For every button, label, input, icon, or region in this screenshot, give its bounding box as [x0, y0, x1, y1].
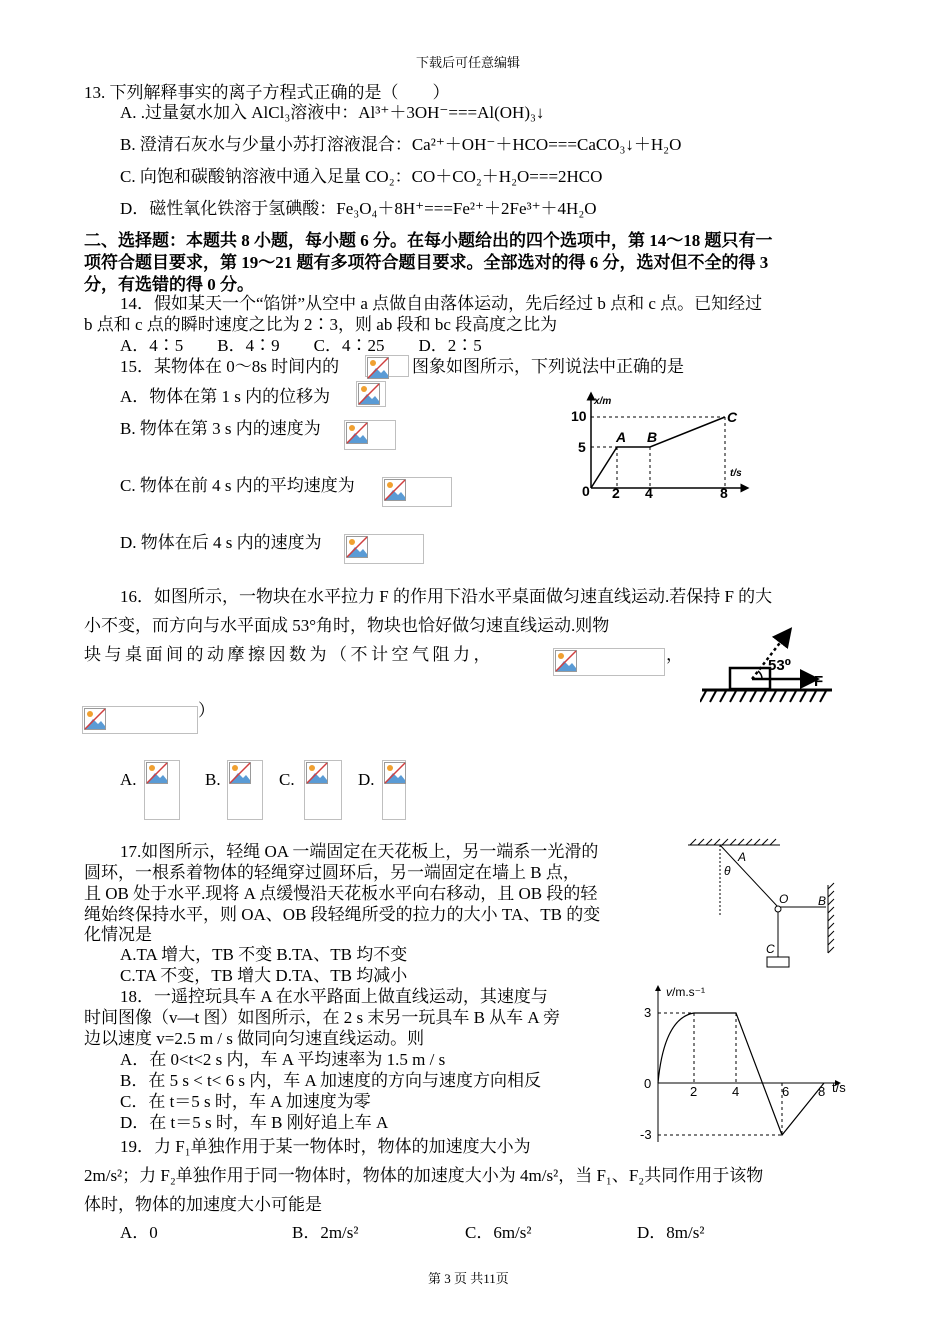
q13-option-b: B. 澄清石灰水与少量小苏打溶液混合：Ca²⁺＋OH⁻＋HCO===CaCO₃↓＋H₂O [120, 135, 682, 154]
image-placeholder-icon [358, 383, 380, 405]
vt-ylabel: v/m.s⁻¹ [666, 985, 705, 999]
q19-option-c: C．6m/s² [465, 1223, 532, 1242]
page-footer: 第 3 页 共11页 [428, 1271, 509, 1286]
q14-line2: b 点和 c 点的瞬时速度之比为 2∶3，则 ab 段和 bc 段高度之比为 [84, 315, 558, 334]
image-placeholder-icon [229, 762, 251, 784]
q18-line1: 18．一遥控玩具车 A 在水平路面上做直线运动，其速度与 [120, 987, 548, 1006]
q15-option-c: C. 物体在前 4 s 内的平均速度为 [120, 476, 355, 495]
q15-stem-a: 15．某物体在 0～8s 时间内的 [120, 357, 340, 376]
q16-comma: ， [666, 645, 683, 664]
q14-options: A．4∶5 B．4∶9 C．4∶25 D．2∶5 [120, 336, 482, 355]
q18-option-d: D．在 t＝5 s 时，车 B 刚好追上车 A [120, 1113, 389, 1132]
q19-option-a: A．0 [120, 1223, 158, 1242]
q16-close: ） [198, 701, 215, 720]
q13-option-c: C. 向饱和碳酸钠溶液中通入足量 CO₂：CO＋CO₂＋H₂O===2HCO [120, 167, 603, 186]
xt-tick-x4: 4 [645, 485, 653, 500]
q17-options-1: A.TA 增大，TB 不变 B.TA、TB 均不变 [120, 945, 408, 964]
xt-xlabel: t/s [730, 468, 742, 479]
xt-origin: 0 [582, 483, 590, 499]
vt-tick-yn3: -3 [640, 1127, 652, 1142]
force-label: F [814, 673, 824, 690]
xt-ylabel: x/m [594, 396, 612, 407]
image-placeholder-icon [555, 650, 577, 672]
vt-curve [658, 1013, 824, 1135]
xt-tick-y5: 5 [578, 439, 586, 455]
angle-label: 53⁰ [768, 657, 792, 674]
vt-origin: 0 [644, 1076, 652, 1091]
table-hatching [700, 691, 826, 702]
image-placeholder-icon [146, 762, 168, 784]
rope-label-theta: θ [724, 864, 731, 878]
q18-option-b: B．在 5 s < t< 6 s 内，车 A 加速度的方向与速度方向相反 [120, 1071, 542, 1090]
xt-line [591, 417, 725, 488]
q19-line1: 19．力 F₁单独作用于某一物体时，物体的加速度大小为 [120, 1137, 531, 1156]
q16-line3: 块与桌面间的动摩擦因数为（不计空气阻力， [84, 645, 494, 664]
q15-option-b: B. 物体在第 3 s 内的速度为 [120, 419, 321, 438]
hanging-mass [767, 957, 789, 967]
vt-tick-y3: 3 [644, 1005, 652, 1020]
ceiling-hatching [690, 839, 776, 845]
xt-tick-x8: 8 [720, 485, 728, 500]
rope-label-c: C [766, 942, 775, 956]
q17-line5: 化情况是 [84, 925, 152, 944]
page-header: 下载后可任意编辑 [416, 55, 521, 70]
q19-option-d: D．8m/s² [637, 1223, 705, 1242]
q19-line2: 2m/s²；力 F₂单独作用于同一物体时，物体的加速度大小为 4m/s²，当 F₁、F₂共同作用于该物 [84, 1166, 764, 1185]
q17-line3: 且 OB 处于水平.现将 A 点缓慢沿天花板水平向右移动，且 OB 段的轻 [84, 884, 598, 903]
q16-line2: 小不变，而方向与水平面成 53°角时，物块也恰好做匀速直线运动.则物 [84, 616, 610, 635]
xt-point-c: C [727, 409, 738, 425]
q14-line1: 14．假如某天一个“馅饼”从空中 a 点做自由落体运动，先后经过 b 点和 c 点。已知经过 [120, 294, 763, 313]
q16-opt-a-image [144, 760, 180, 820]
vt-tick-x6: 6 [782, 1084, 790, 1099]
q17-options-2: C.TA 不变，TB 增大 D.TA、TB 均减小 [120, 966, 408, 985]
figure-block-force [700, 620, 840, 708]
section2-line2: 项符合题目要求，第 19～21 题有多项符合题目要求。全部选对的得 6 分，选对但不全的得 3 [84, 253, 769, 272]
q15-stem-b: 图象如图所示，下列说法中正确的是 [412, 357, 684, 376]
q17-line4: 绳始终保持水平，则 OA、OB 段轻绳所受的拉力的大小 TA、TB 的变 [84, 905, 601, 924]
q15-d-formula-image [344, 534, 424, 564]
image-placeholder-icon [367, 357, 389, 379]
q15-c-formula-image [382, 477, 452, 507]
vt-tick-x2: 2 [690, 1084, 698, 1099]
rope-label-b: B [818, 894, 827, 908]
figure-vt-graph [636, 980, 856, 1146]
ring [775, 906, 781, 912]
q18-line2: 时间图像（v—t 图）如图所示，在 2 s 末另一玩具车 B 从车 A 旁 [84, 1008, 561, 1027]
q15-formula-image [365, 355, 409, 377]
q16-opt-c-image [304, 760, 342, 820]
xt-point-a: A [616, 429, 627, 445]
image-placeholder-icon [346, 536, 368, 558]
image-placeholder-icon [384, 762, 406, 784]
wall-hatching [828, 883, 834, 953]
q17-line1: 17.如图所示，轻绳 OA 一端固定在天花板上，另一端系一光滑的 [120, 842, 599, 861]
section2-line3: 分，有选错的得 0 分。 [84, 275, 254, 294]
q19-option-b: B．2m/s² [292, 1223, 359, 1242]
xt-tick-y10: 10 [571, 408, 587, 424]
section2-line1: 二、选择题：本题共 8 小题，每小题 6 分。在每小题给出的四个选项中，第 14～18 题只有一 [84, 231, 773, 250]
q16-opt-d-label: D. [358, 770, 375, 789]
xt-tick-x2: 2 [612, 485, 620, 500]
q16-line1: 16．如图所示，一物块在水平拉力 F 的作用下沿水平桌面做匀速直线运动.若保持 F 的大 [120, 587, 773, 606]
q16-opt-d-image [382, 760, 406, 820]
q13-stem: 13. 下列解释事实的离子方程式正确的是（ ） [84, 83, 450, 102]
q13-option-a: A. .过量氨水加入 AlCl₃溶液中：Al³⁺＋3OH⁻===Al(OH)₃↓ [120, 103, 545, 122]
q18-line3: 边以速度 v=2.5 m / s 做同向匀速直线运动。则 [84, 1029, 425, 1048]
q15-option-d: D. 物体在后 4 s 内的速度为 [120, 533, 322, 552]
rope-label-a: A [738, 850, 747, 864]
q19-line3: 体时，物体的加速度大小可能是 [84, 1195, 322, 1214]
vt-xlabel: t/s [832, 1080, 846, 1095]
figure-rope [680, 835, 840, 975]
vt-tick-x8: 8 [818, 1084, 826, 1099]
vt-tick-x4: 4 [732, 1084, 740, 1099]
q18-option-c: C．在 t＝5 s 时，车 A 加速度为零 [120, 1092, 371, 1111]
xt-point-b: B [647, 429, 658, 445]
q16-formula-image-2 [82, 706, 198, 734]
q16-formula-image [553, 648, 665, 676]
q16-opt-b-image [227, 760, 263, 820]
q13-option-d: D．磁性氧化铁溶于氢碘酸：Fe₃O₄＋8H⁺===Fe²⁺＋2Fe³⁺＋4H₂O [120, 199, 597, 218]
q15-b-formula-image [344, 420, 396, 450]
q16-opt-a-label: A. [120, 770, 137, 789]
q17-line2: 圆环，一根系着物体的轻绳穿过圆环后，另一端固定在墙上 B 点， [84, 863, 580, 882]
image-placeholder-icon [84, 708, 106, 730]
q18-option-a: A．在 0<t<2 s 内，车 A 平均速率为 1.5 m / s [120, 1050, 446, 1069]
q15-option-a: A．物体在第 1 s 内的位移为 [120, 387, 331, 406]
q15-a-formula-image [356, 381, 386, 407]
q16-opt-c-label: C. [279, 770, 295, 789]
image-placeholder-icon [346, 422, 368, 444]
image-placeholder-icon [306, 762, 328, 784]
figure-xt-graph [570, 390, 770, 500]
q16-opt-b-label: B. [205, 770, 221, 789]
image-placeholder-icon [384, 479, 406, 501]
rope-label-o: O [779, 892, 789, 906]
